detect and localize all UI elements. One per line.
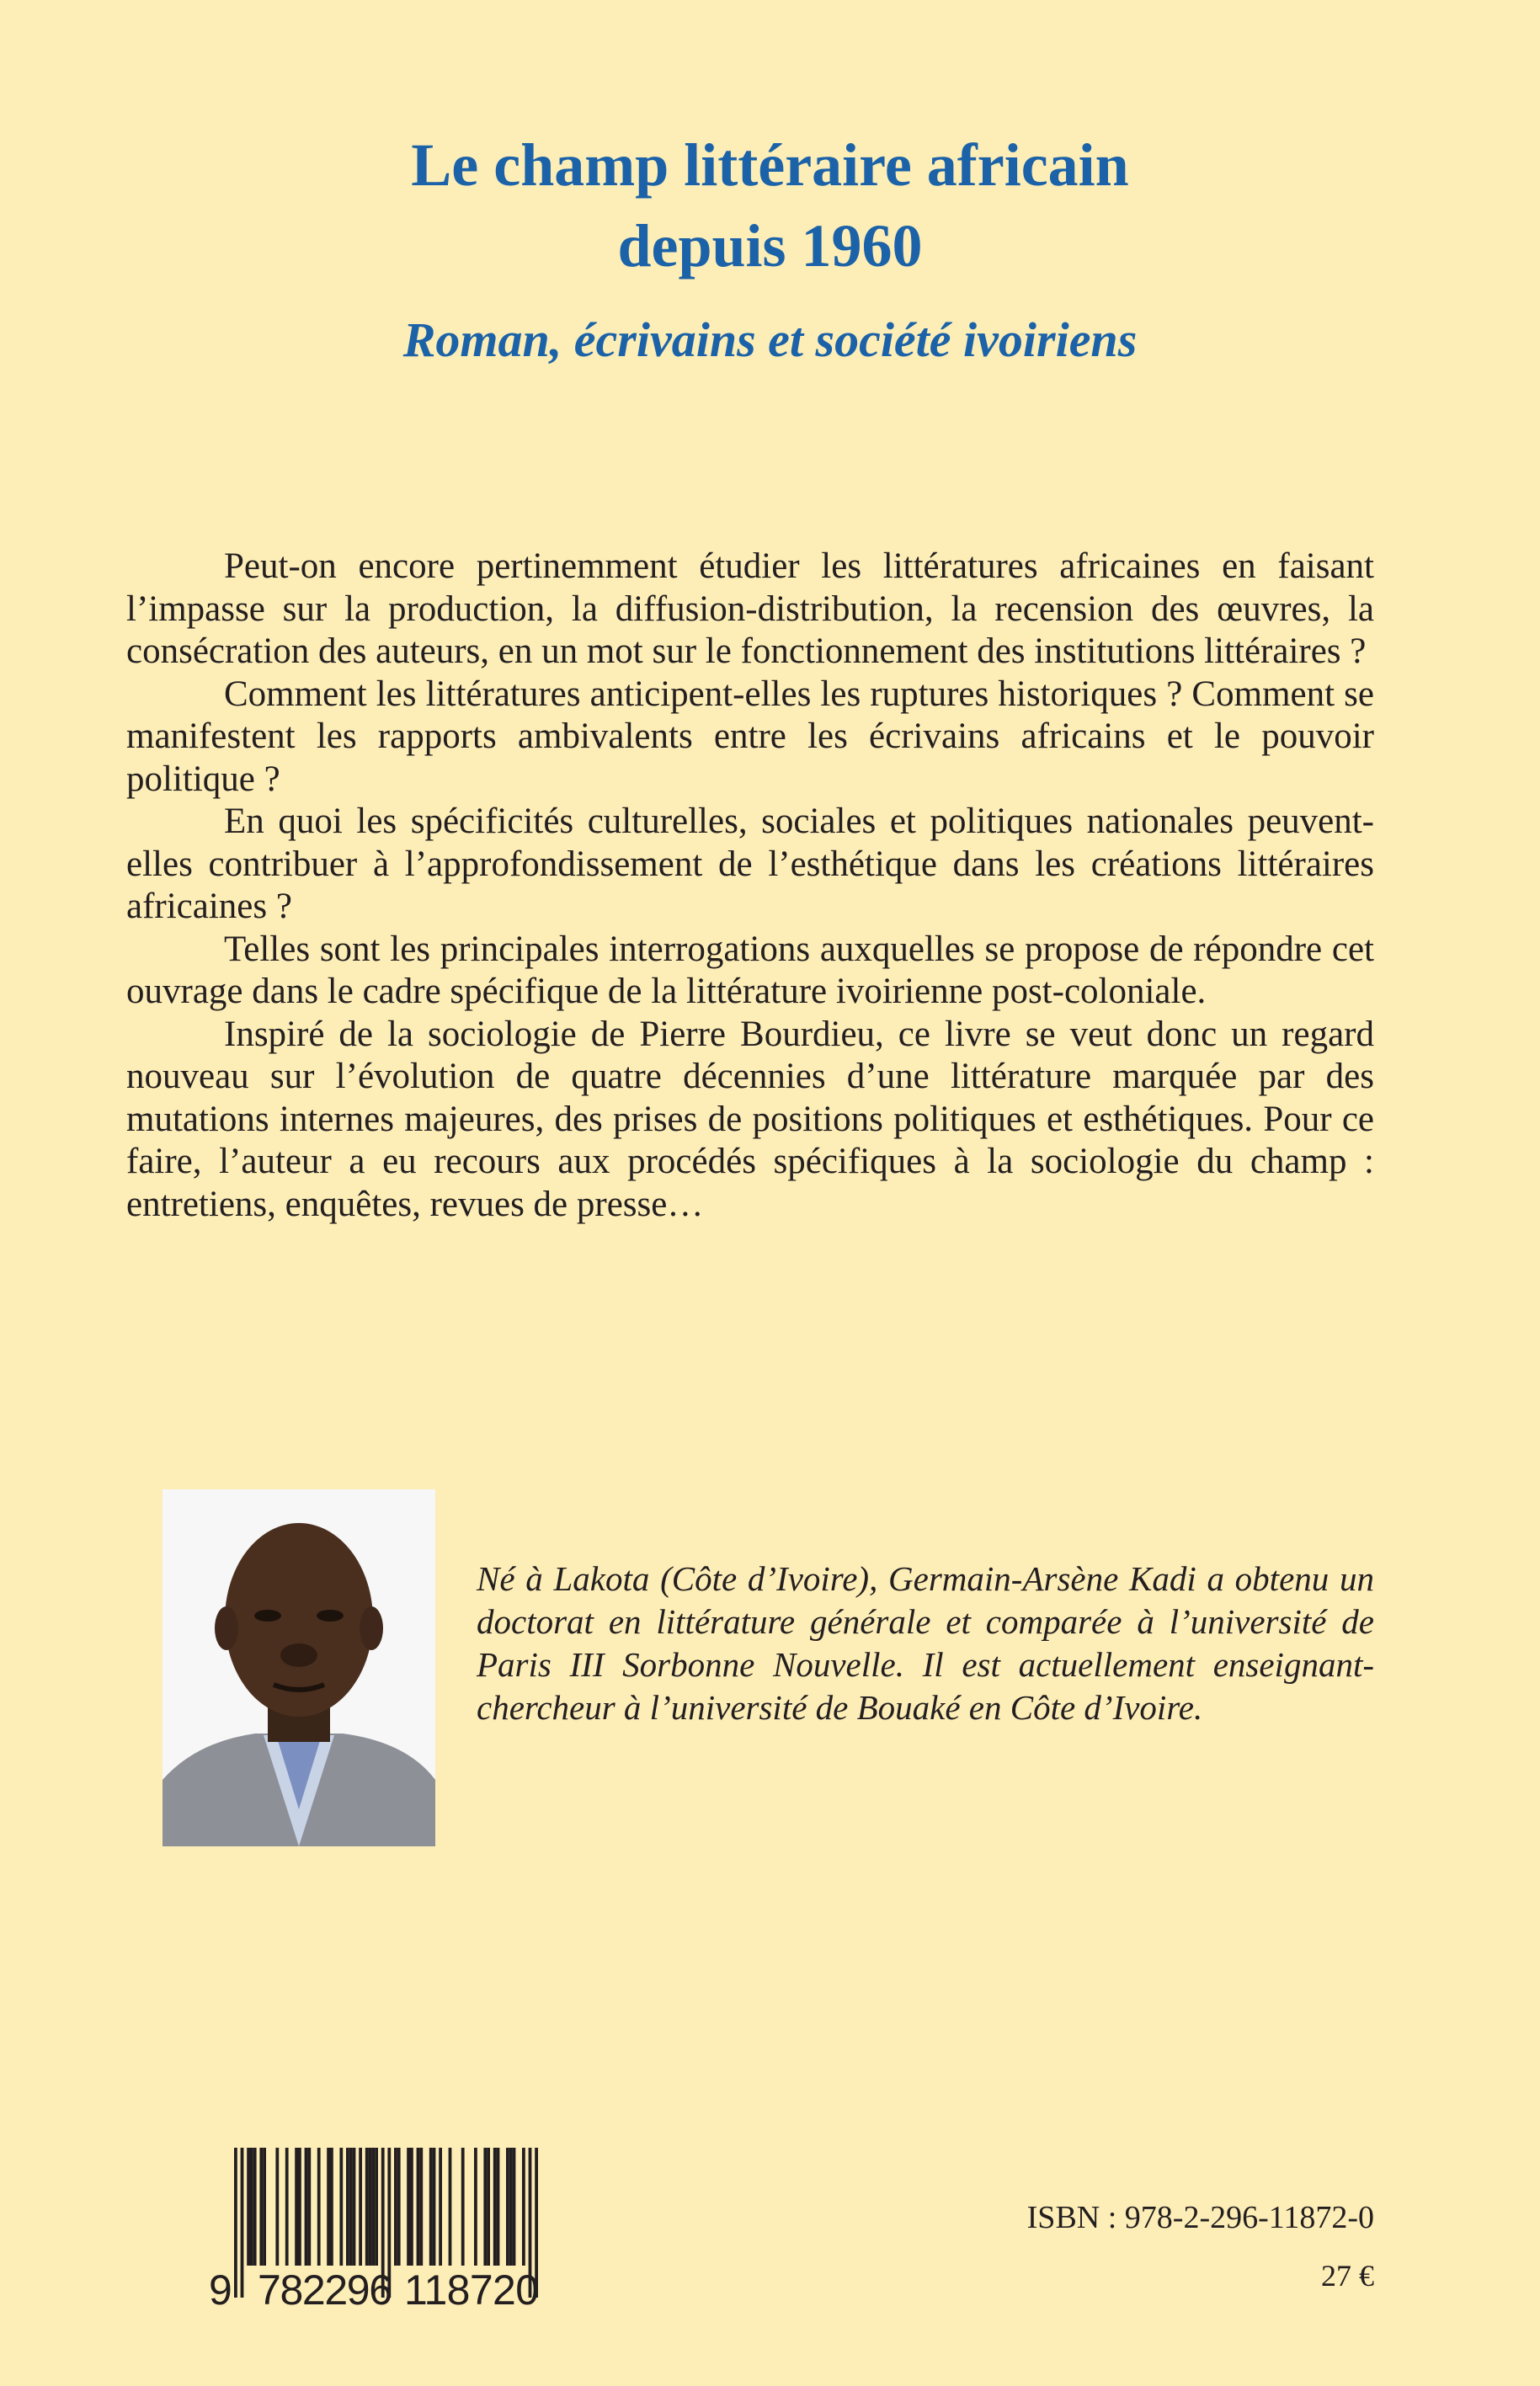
barcode-bar: [429, 2148, 433, 2266]
title-line-2: depuis 1960: [617, 212, 923, 280]
barcode-bar: [305, 2148, 308, 2266]
barcode-bar: [433, 2148, 436, 2266]
barcode-bar: [234, 2148, 237, 2298]
barcode-bar: [513, 2148, 516, 2266]
book-subtitle: Roman, écrivains et société ivoiriens: [402, 312, 1138, 367]
barcode-bar: [497, 2148, 500, 2266]
price: 27 €: [1321, 2259, 1374, 2293]
barcode-bar: [295, 2148, 298, 2266]
barcode-bar: [275, 2148, 279, 2266]
barcode-first-digit: 9: [209, 2266, 232, 2308]
barcode-bar: [241, 2148, 244, 2298]
barcode-bar: [474, 2148, 477, 2266]
barcode-bar: [439, 2148, 442, 2266]
blurb-paragraph: Peut-on encore pertinemment étudier les littératures africaines en faisant l’impasse sur la production, la diffusion-distribution, la recension des œuvres, la consécration des auteurs, en un mot sur le fonctionnement des institutions littéraires ?: [126, 546, 1374, 671]
author-photo: [163, 1489, 435, 1846]
title-line-1: Le champ littéraire africain: [411, 131, 1129, 199]
author-bio: Né à Lakota (Côte d’Ivoire), Germain-Arsène Kadi a obtenu un doctorat en littérature générale et comparée à l’université de Paris III Sorbonne Nouvelle. Il est actuellement enseignant-chercheur à l’université de Bouaké en Côte d’Ivoire.: [477, 1559, 1374, 1727]
isbn-number: ISBN : 978-2-296-11872-0: [1026, 2200, 1374, 2235]
barcode-bar: [375, 2148, 378, 2266]
barcode-bar: [247, 2148, 250, 2266]
barcode-bar: [522, 2148, 525, 2266]
barcode-bar: [349, 2148, 353, 2266]
barcode-bar: [493, 2148, 497, 2266]
barcode-bar: [298, 2148, 301, 2266]
barcode-bar: [327, 2148, 330, 2266]
back-cover-blurb: [126, 546, 1374, 1226]
barcode-bar: [410, 2148, 413, 2266]
barcode-bar: [506, 2148, 509, 2266]
barcode-bar: [339, 2148, 343, 2266]
barcode-bar: [419, 2148, 423, 2266]
barcode-bar: [365, 2148, 369, 2266]
barcode-left-digits: 782296: [258, 2266, 392, 2308]
barcode-bar: [483, 2148, 487, 2266]
barcode-bar: [397, 2148, 401, 2266]
barcode-bar: [487, 2148, 490, 2266]
barcode-bar: [250, 2148, 253, 2266]
barcode-bar: [407, 2148, 410, 2266]
barcode-bar: [263, 2148, 266, 2266]
isbn-barcode: [209, 2148, 554, 2308]
barcode-bar: [259, 2148, 263, 2266]
barcode-bar: [285, 2148, 289, 2266]
barcode-bar: [417, 2148, 420, 2266]
barcode-bar: [307, 2148, 311, 2266]
barcode-right-digits: 118720: [404, 2266, 539, 2308]
barcode-bar: [394, 2148, 397, 2266]
blurb-paragraph: Telles sont les principales interrogations auxquelles se propose de répondre cet ouvrage dans le cadre spécifique de la littérature ivoirienne post-coloniale.: [126, 929, 1374, 1011]
barcode-bar: [509, 2148, 513, 2266]
blurb-paragraph: En quoi les spécificités culturelles, sociales et politiques nationales peuvent-elles contribuer à l’approfondissement de l’esthétique dans les créations littéraires africaines ?: [126, 802, 1374, 926]
barcode-bar: [369, 2148, 372, 2266]
barcode-bar: [371, 2148, 375, 2266]
book-title: [0, 125, 1540, 286]
barcode-bar: [449, 2148, 452, 2266]
blurb-paragraph: Comment les littératures anticipent-elles les ruptures historiques ? Comment se manifestent les rapports ambivalents entre les écrivains africains et le pouvoir politique ?: [126, 674, 1374, 799]
barcode-bar: [330, 2148, 333, 2266]
barcode-bar: [353, 2148, 356, 2266]
blurb-paragraph: Inspiré de la sociologie de Pierre Bourdieu, ce livre se veut donc un regard nouveau sur l’évolution de quatre décennies d’une littérature marquée par des mutations internes majeures, des prises de positions politiques et esthétiques. Pour ce faire, l’auteur a eu recours aux procédés spécifiques à la sociologie du champ : entretiens, enquêtes, revues de presse…: [126, 1014, 1374, 1224]
barcode-bar: [346, 2148, 349, 2266]
barcode-bar: [359, 2148, 362, 2266]
barcode-bar: [317, 2148, 321, 2266]
barcode-bar: [253, 2148, 257, 2266]
barcode-bar: [461, 2148, 465, 2266]
